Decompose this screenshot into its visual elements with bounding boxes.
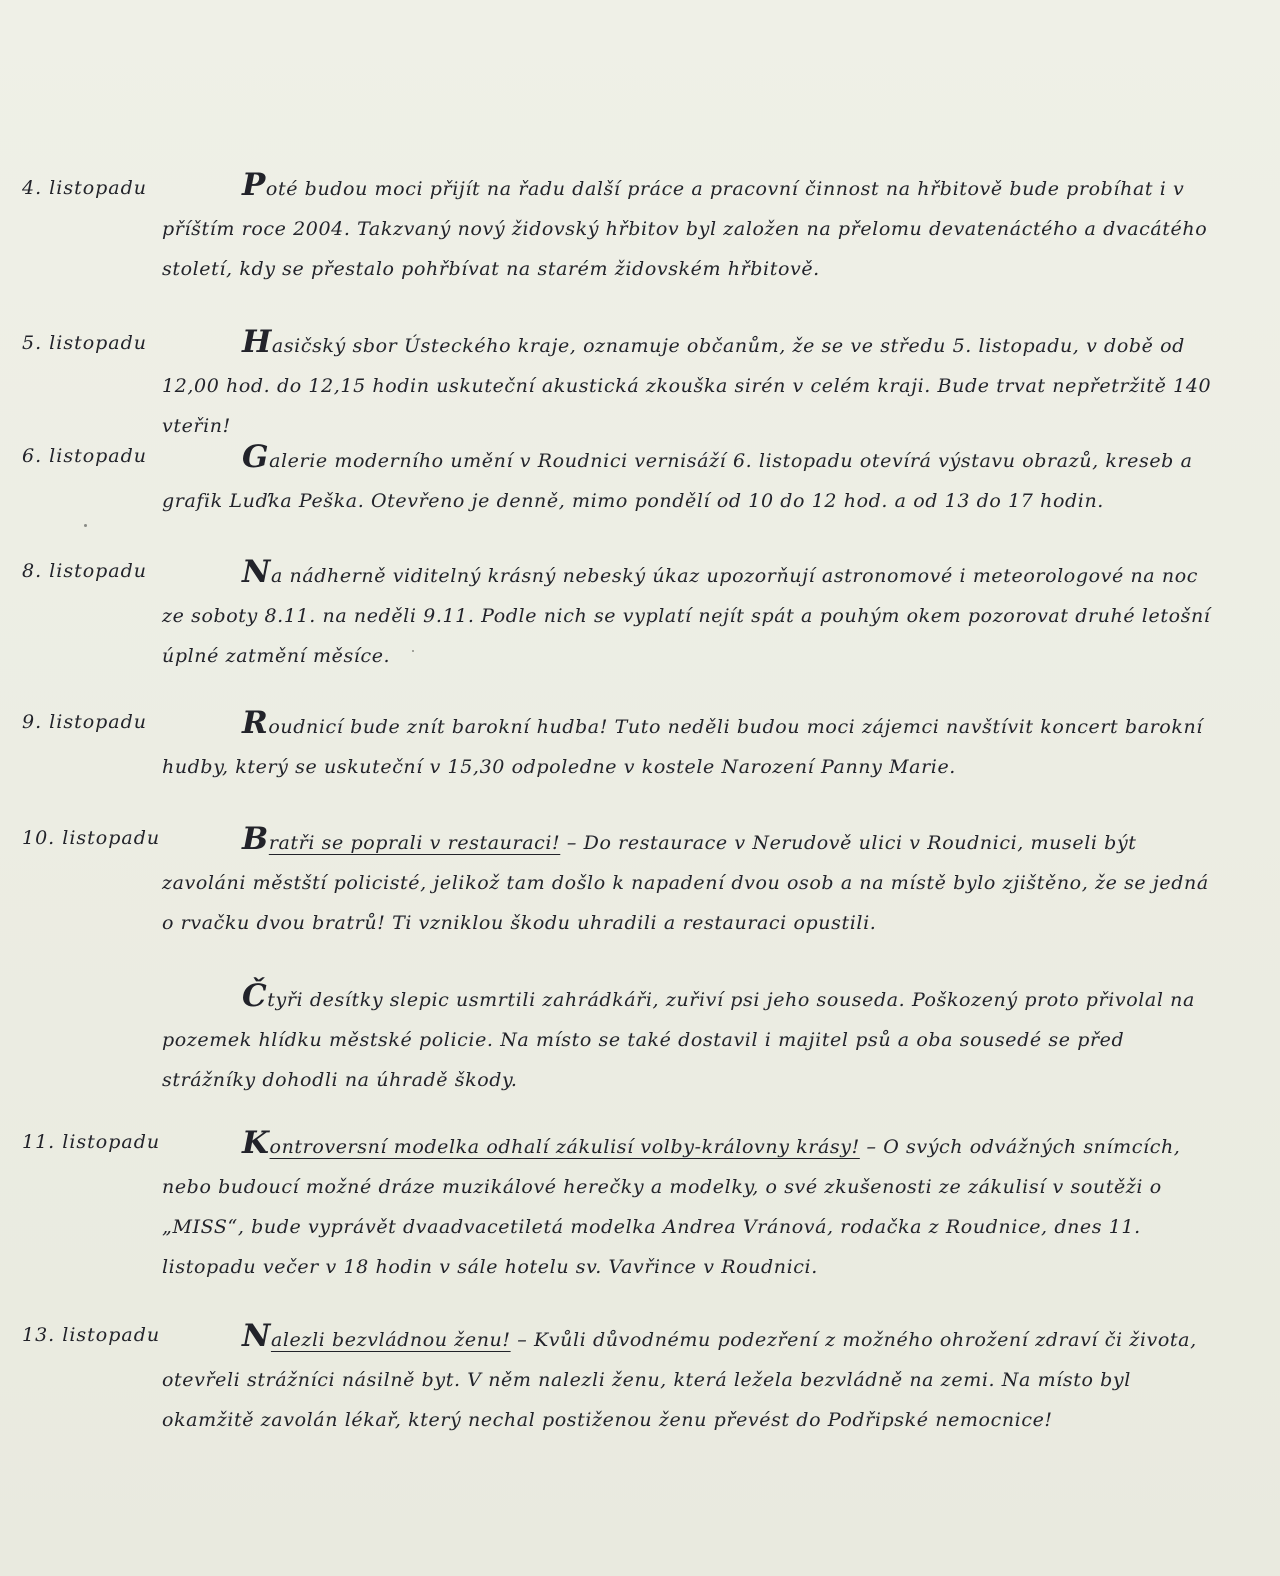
entry-headline: ratři se poprali v restauraci!: [268, 832, 561, 854]
entry-body: – Kvůli důvodnému podezření z možného ohrožení zdraví či života, otevřeli strážníci násilně byt. V něm nalezli ženu, která ležela bezvládně na zemi. Na místo byl okamžitě zavolán lékař, který nechal postiženou ženu převést do Podřipské nemocnice!: [162, 1329, 1197, 1431]
entry-text: [162, 1316, 1212, 1440]
entry-body: asičský sbor Ústeckého kraje, oznamuje občanům, že se ve středu 5. listopadu, v době od 12,00 hod. do 12,15 hodin uskuteční akustická zkouška sirén v celém kraji. Bude trvat nepřetržitě 140 vteřin!: [162, 335, 1212, 437]
entry-body: – Do restaurace v Nerudově ulici v Roudnici, museli být zavoláni městští policisté, jelikož tam došlo k napadení dvou osob a na místě bylo zjištěno, že se jedná o rvačku dvou bratrů! Ti vzniklou škodu uhradili a restauraci opustili.: [162, 832, 1209, 934]
entry-date: 8. listopadu: [22, 560, 148, 582]
entry-initial: H: [242, 324, 272, 360]
entry-initial: N: [242, 1318, 271, 1354]
entry-initial: N: [242, 554, 271, 590]
entry-date: 13. listopadu: [22, 1324, 161, 1346]
entry-text: [162, 552, 1212, 676]
entry-initial: G: [242, 439, 270, 475]
entry-headline: ontroversní modelka odhalí zákulisí volby-královny krásy!: [269, 1136, 860, 1158]
entry-date: 9. listopadu: [22, 711, 148, 733]
entry-body: a nádherně viditelný krásný nebeský úkaz upozorňují astronomové i meteorologové na noc ze soboty 8.11. na neděli 9.11. Podle nich se vyplatí nejít spát a pouhým okem pozorovat druhé letošní úplné zatmění měsíce.: [162, 565, 1211, 667]
entry-initial: Č: [242, 978, 268, 1014]
entry-body: tyři desítky slepic usmrtili zahrádkáři, zuřiví psi jeho souseda. Poškozený proto přivolal na pozemek hlídku městské policie. Na místo se také dostavil i majitel psů a oba sousedé se před strážníky dohodli na úhradě škody.: [162, 989, 1195, 1091]
entry-date: 5. listopadu: [22, 332, 148, 354]
entry-body: alerie moderního umění v Roudnici vernisáží 6. listopadu otevírá výstavu obrazů, kreseb a grafik Luďka Peška. Otevřeno je denně, mimo pondělí od 10 do 12 hod. a od 13 do 17 hodin.: [162, 450, 1193, 512]
entry-date: 11. listopadu: [22, 1131, 161, 1153]
entry-text: [162, 437, 1212, 521]
entry-text: [162, 165, 1212, 289]
entry-headline: alezli bezvládnou ženu!: [270, 1329, 511, 1351]
entry-initial: P: [242, 167, 266, 203]
entry-body: oté budou moci přijít na řadu další práce a pracovní činnost na hřbitově bude probíhat i v příštím roce 2004. Takzvaný nový židovský hřbitov byl založen na přelomu devatenáctého a dvacátého století, kdy se přestalo pohřbívat na starém židovském hřbitově.: [162, 178, 1208, 280]
entry-initial: K: [242, 1125, 270, 1161]
entry-body: – O svých odvážných snímcích, nebo budoucí možné dráze muzikálové herečky a modelky, o své zkušenosti ze zákulisí v soutěži o „MISS“, bude vyprávět dvaadvacetiletá modelka Andrea Vránová, rodačka z Roudnice, dnes 11. listopadu večer v 18 hodin v sále hotelu sv. Vavřince v Roudnici.: [162, 1136, 1181, 1278]
paper-speck: [412, 650, 414, 652]
entry-body: oudnicí bude znít barokní hudba! Tuto neděli budou moci zájemci navštívit koncert barokní hudby, který se uskuteční v 15,30 odpoledne v kostele Narození Panny Marie.: [162, 716, 1203, 778]
entry-text: [162, 322, 1212, 446]
entry-date: 10. listopadu: [22, 827, 161, 849]
entry-date: 4. listopadu: [22, 177, 148, 199]
entry-text: [162, 819, 1212, 943]
entry-initial: R: [242, 705, 269, 741]
entry-text: [162, 1123, 1212, 1287]
entry-date: 6. listopadu: [22, 445, 148, 467]
entry-initial: B: [242, 821, 269, 857]
entry-text: [162, 976, 1212, 1100]
paper-speck: [84, 524, 87, 527]
entry-text: [162, 703, 1212, 787]
